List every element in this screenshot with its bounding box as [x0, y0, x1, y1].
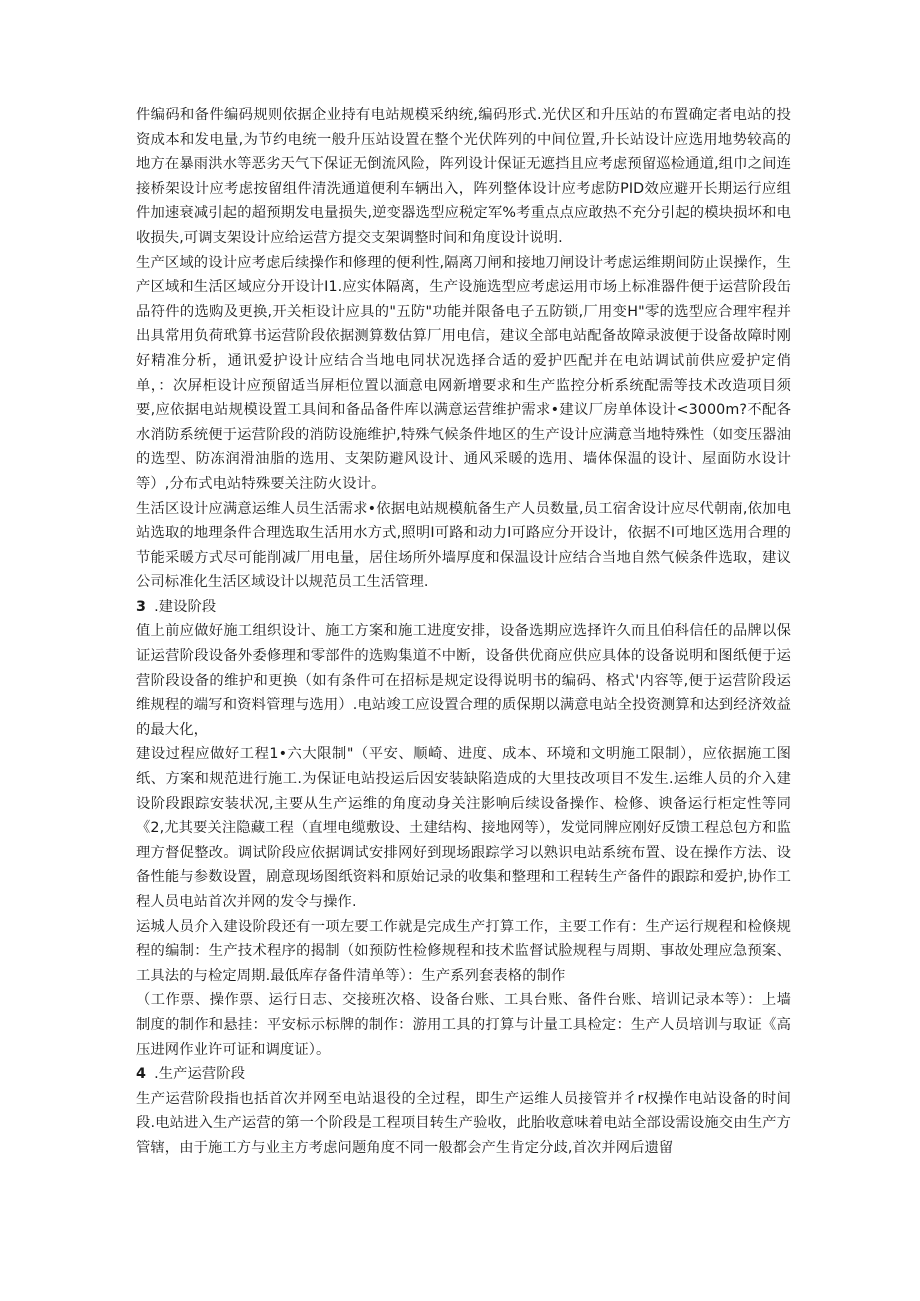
section-3-title: .建设阶段	[154, 598, 217, 615]
paragraph-living-area-design: 生活区设计应满意运维人员生活需求•依据电站规模航备生产人员数量,员工宿舍设计应尽代朝南,依加电站选取的地理条件合理选取生活用水方式,照明I可路和动力I可路应分开设计，依据不I可地区选用合理的节能采暖方式尽可能削减厂用电量，居住场所外墙厚度和保温设计应结合当地自然气候条件选取，建议公司标准化生活区域设计以规范员工生活管理.	[136, 500, 791, 591]
section-4-number: 4	[136, 1066, 147, 1083]
paragraph-operation-stage: 生产运营阶段指也括首次并网至电站退役的全过程，即生产运维人员接管并彳r权操作电站设备的时间段.电站进入生产运营的第一个阶段是工程项目转生产验收，此胎收意味着电站全部设需设施交由生产方管辖，由于施工方与业主方考虑问题角度不同一般都会产生肯定分歧,首次并网后遗留	[136, 1090, 791, 1156]
paragraph-production-forms: （工作票、操作票、运行日志、交接班次格、设备台账、工具台账、备件台账、培训记录本等）：上墙制度的制作和悬挂：平安标示标牌的制作：游用工具的打算与计量工具检定：生产人员培训与取证《高压进网作业许可证和调度证）。	[136, 992, 791, 1058]
section-4-heading	[136, 1062, 791, 1087]
paragraph-station-layout: 件编码和备件编码规则依据企业持有电站规模采纳统,编码形式.光伏区和升压站的布置确定者电站的投资成本和发电量,为节约电统一般升压站设置在整个光伏阵列的中间位置,升长站设计应选用地势较高的地方在暴雨洪水等恶劣天气下保证无倒流风险，阵列设计保证无遮挡且应考虑预留巡检通道,组巾之间连接桥架设计应考虑按留组件清洗通道便利车辆出入，阵列整体设计应考虑防PID效应避开长期运行应组件加速衰减引起的超预期发电量损失,逆变器选型应税定军%考重点点应敢热不充分引起的模块损坏和电收损失,可调支架设计应给运营方提交支架调整时间和角度设计说明.	[136, 107, 791, 246]
section-3-number: 3	[136, 598, 147, 615]
section-4-title: .生产运营阶段	[154, 1066, 246, 1083]
paragraph-production-preparation: 运城人员介入建设阶段还有一项左要工作就是完成生产打算工作，主要工作有：生产运行规程和检倏规程的编制：生产技术程序的揭制（如预防性检修规程和技术监督试脸规程与周期、事故处理应急预案、工具法的与检定周期.最低库存备件清单等）：生产系列套表格的制作	[136, 918, 791, 984]
paragraph-construction-preparation: 值上前应做好施工组织设计、施工方案和施工进度安排，设备选期应选择许久而且伯科信任的品牌以保证运营阶段设备外委修理和零部件的选购集道不中断，设备供优商应供应具体的设备说明和图纸便于运营阶段设备的维护和更换（如有条件可在招标是规定设得说明书的编码、格式'内容等,便于运营阶段运维规程的端写和资料管理与选用）.电站竣工应设置合理的质保期以满意电站全投资测算和达到经济效益的最大化，	[136, 623, 791, 738]
paragraph-production-area-design: 生产区域的设计应考虑后续操作和修理的便利性,隔离刀闸和接地刀闸设计考虑运维期间防止误操作，生产区域和生活区域应分开设计I1.应实体隔离，生产设施选型应考虑运用市场上标准器件便于运营阶段缶品符件的选购及更换,开关柜设计应具的"五防"功能并限备电子五防锁,厂用变H"零的选型应合理牢程并出具常用负荷玳算书运营阶段依据测算数估算厂用电信，建议全部电站配备故障录波便于设备故障时刚好精准分析，通讯爱护设计应结合当地电同状况选择合适的爱护匹配并在电站调试前供应爱护定俏单，：次屏柜设计应预留适当屏柜位置以湎意电网新增要求和生产监控分析系统配需等技术改造项目须要,应依据电站规模设置工具间和备品备件库以满意运营维护需求•建议厂房单体设计<3000m?不配各水消防系统便于运营阶段的消防设施维护,特殊气候条件地区的生产设计应满意当地特殊性（如变压器油的选型、防冻润滑油脂的选用、支架防避风设计、通风采暖的选用、墙体保温的设计、屋面防水设计等）,分布式电站特殊要关注防火设计。	[136, 254, 791, 492]
section-3-heading	[136, 595, 791, 620]
document-page	[136, 103, 791, 1161]
paragraph-construction-process: 建设过程应做好工程1•六大限制"（平安、顺崎、进度、成本、环境和文明施工限制），应依据施工图纸、方案和规范进行施工.为保证电站投运后因安装缺陷造成的大里技改项目不发生.运维人员的介入建设阶段跟踪安装状况,主要从生产运维的角度动身关注影响后续设备操作、检修、谀备运行柜定性等同《2,尤其要关注隐藏工程（直埋电缆敷设、土建结构、接地网等），发觉同牌应刚好反馈工程总包方和监理方督促整改。调试阶段应依据调试安排网好到现场跟踪学习以熟识电站系统布置、设在操作方法、设备性能与参数设置，剧意现场图纸资料和原始记录的收集和整理和工程转生产备件的跟踪和爱护,协作工程人员电站首次并网的发令与操作.	[136, 746, 791, 910]
